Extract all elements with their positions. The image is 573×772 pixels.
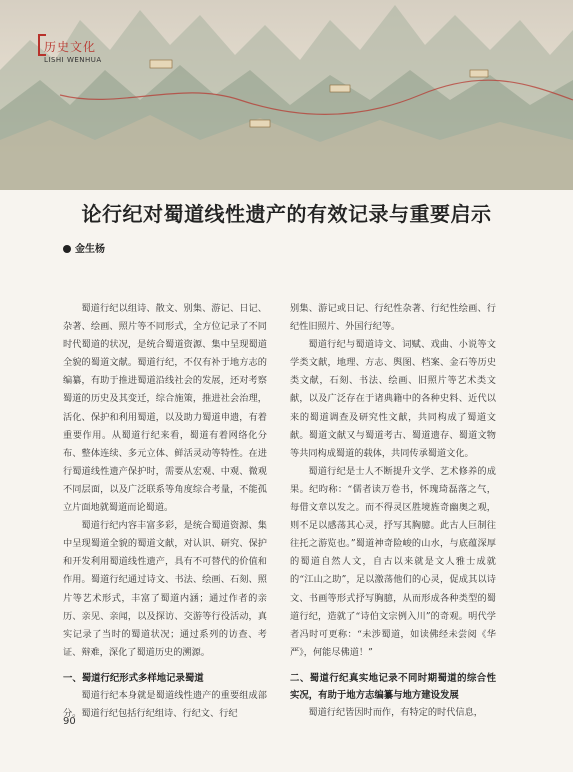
page-number: 90: [63, 716, 76, 727]
left-column: [63, 300, 267, 723]
tag-bracket-icon: [38, 34, 46, 56]
author-line: [63, 240, 105, 255]
paragraph: 蜀道行纪本身就是蜀道线性遗产的重要组成部分。蜀道行纪包括行纪组诗、行纪文、行纪: [63, 689, 267, 719]
column-tag: [44, 36, 102, 64]
mountain-map-illustration: [0, 0, 573, 190]
right-column: [290, 300, 496, 722]
paragraph: 蜀道行纪是士人不断提升文学、艺术修养的成果。纪昀称：“儒者读万卷书，怀瑰琦磊落之气，每借文章以发之。而不得灵区胜境旌奇幽奥之观，则不足以感荡其心灵，抒写其胸臆。此古人巨制往往托之游览也。”蜀道神奇险峻的山水，与底蕴深厚的蜀道自然人文，自古以来就是文人雅士成就的“江山之助”，足以激荡他们的心灵，促成其以诗文、书画等形式抒写胸臆，从而形成各种类型的蜀道行纪，造就了“诗伯文宗例入川”的奇观。明代学者冯时可更称：“未涉蜀道，如读佛经未尝阅《华严》，何能尽佛道！”: [290, 465, 496, 658]
section-heading: 二、蜀道行纪真实地记录不同时期蜀道的综合性实况，有助于地方志编纂与地方建设发展: [290, 672, 496, 701]
paragraph: 蜀道行纪皆因时而作，有特定的时代信息，: [308, 706, 483, 718]
section-heading: 一、蜀道行纪形式多样地记录蜀道: [63, 672, 204, 684]
author-name: 金生杨: [75, 244, 105, 255]
header-landscape-map: [0, 0, 573, 190]
article-title: 论行纪对蜀道线性遗产的有效记录与重要启示: [81, 202, 492, 226]
column-tag-en: LISHI WENHUA: [44, 56, 102, 64]
paragraph: 蜀道行纪以组诗、散文、别集、游记、日记、杂著、绘画、照片等不同形式，全方位记录了不同时代蜀道的状况，是统合蜀道资源、集中呈现蜀道全貌的蜀道文献。蜀道行纪，不仅有补于地方志的编纂，有助于推进蜀道沿线社会的发展，还对考察蜀道的历史及其变迁，综合施策，推进社会治理，活化、保护和利用蜀道，以及助力蜀道申遗，有着重要作用。从蜀道行纪来看，蜀道有着网络化分布、整体连续、多元立体、鲜活灵动等特性。在进行蜀道线性遗产保护时，需要从宏观、中观、微观不同层面，以及广泛联系等角度综合考量，不能孤立片面地就蜀道而论蜀道。: [63, 303, 267, 514]
paragraph: 蜀道行纪内容丰富多彩，是统合蜀道资源、集中呈现蜀道全貌的蜀道文献，对认识、研究、保护和开发利用蜀道线性遗产，具有不可替代的价值和作用。蜀道行纪通过诗文、书法、绘画、石刻、照片等艺术形式，丰富了蜀道内涵；通过作者的亲历、亲见、亲闻，以及探访、交游等行役活动，真实记录了当时的蜀道状况；通过系列的访查、考证、辩难，深化了蜀道历史的溯源。: [63, 520, 267, 658]
paragraph: 别集、游记或日记、行纪性杂著、行纪性绘画、行纪性旧照片、外国行纪等。: [290, 303, 496, 333]
column-tag-cn: 历史文化: [44, 40, 97, 54]
author-bullet-icon: [63, 245, 71, 253]
paragraph: 蜀道行纪与蜀道诗文、词赋、戏曲、小说等文学类文献，地理、方志、舆图、档案、金石等历史类文献，石刻、书法、绘画、旧照片等艺术类文献，以及广泛存在于诸典籍中的各种史料、近代以来的蜀道调查及研究性文献，共同构成了蜀道文献。蜀道文献又与蜀道考古、蜀道遗存、蜀道文物等共同构成蜀道的载体，共同传承蜀道文化。: [290, 339, 496, 459]
